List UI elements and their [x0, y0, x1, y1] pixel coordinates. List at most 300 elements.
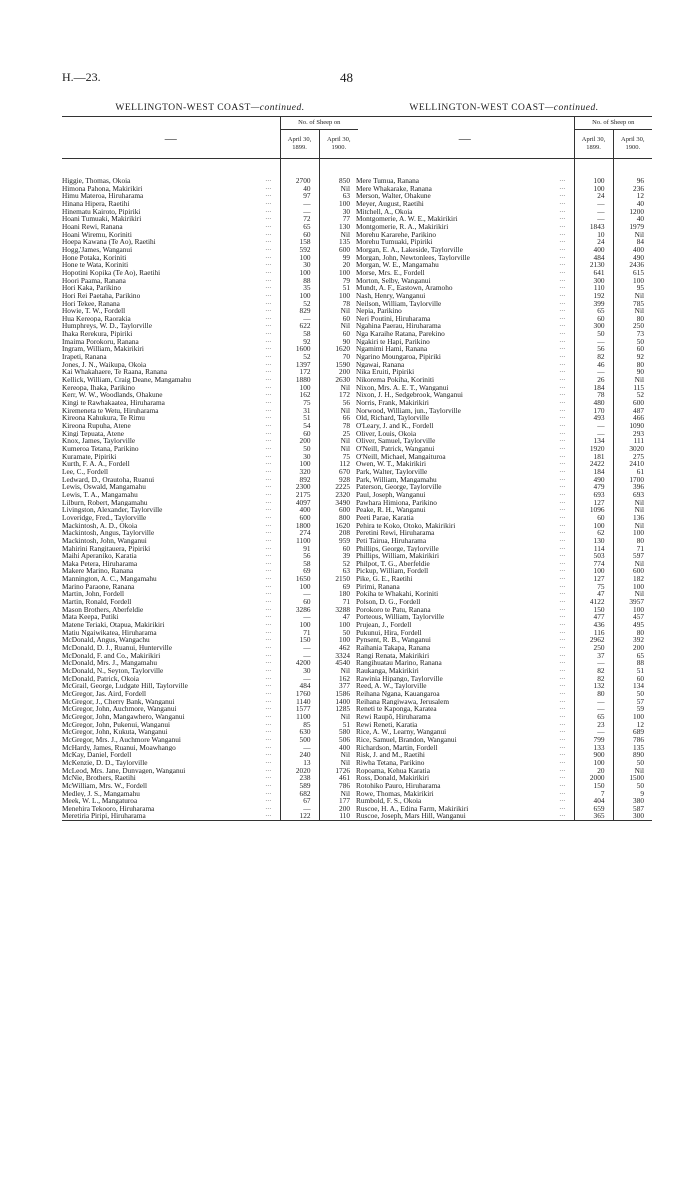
table-row	[62, 407, 358, 415]
leader-dots: ...	[559, 758, 566, 765]
sheep-1899-cell: 47	[574, 590, 613, 598]
leader-dots: ...	[559, 391, 566, 398]
sheep-1899-cell: 85	[280, 721, 319, 729]
owner-cell	[356, 238, 574, 246]
owner-cell	[62, 675, 280, 683]
owner-cell	[356, 483, 574, 491]
sheep-1899-cell: 500	[280, 736, 319, 744]
owner-cell	[62, 300, 280, 308]
owner-cell	[356, 736, 574, 744]
sheep-1900-cell: 71	[636, 544, 644, 553]
owner-name: Lilburn, Robert, Mangamahu	[62, 498, 148, 507]
table-row	[356, 790, 652, 798]
owner-name: Raihania Takapa, Ranana	[356, 644, 431, 652]
owner-cell	[62, 223, 280, 231]
sheep-1899-cell: —	[574, 338, 613, 346]
sheep-1899-cell: 82	[574, 667, 613, 675]
owner-cell	[356, 284, 574, 292]
leader-dots: ...	[559, 253, 566, 260]
owner-cell	[356, 529, 574, 537]
owner-name: Mere Tumua, Ranana	[356, 177, 420, 185]
owner-name: Rawinia Hipango, Taylorville	[356, 674, 443, 683]
leader-dots: ...	[559, 498, 566, 505]
table-row	[356, 759, 652, 767]
leader-dots: ...	[559, 376, 566, 383]
owner-name: McDonald, Angus, Wangachu	[62, 636, 150, 645]
owner-cell	[62, 774, 280, 782]
sheep-1899-cell: 181	[574, 453, 613, 461]
owner-name: Kuramate, Pipiriki	[62, 452, 117, 461]
owner-cell	[356, 414, 574, 422]
owner-name: Kurth, F. A. A., Fordell	[62, 460, 130, 468]
sheep-1900-cell: Nil	[340, 383, 350, 392]
sheep-1900-cell: 2410	[629, 460, 644, 468]
sheep-1900-cell: 693	[633, 490, 644, 499]
table-row	[62, 200, 358, 208]
table-row	[356, 598, 652, 606]
sheep-1900-cell: 12	[636, 720, 644, 729]
owner-cell	[62, 453, 280, 461]
owner-cell	[62, 621, 280, 629]
owner-cell	[356, 246, 574, 254]
sheep-1900-cell: 200	[633, 644, 644, 652]
sheep-1899-cell: 60	[280, 231, 319, 239]
owner-name: Nash, Henry, Wanganui	[356, 291, 426, 300]
sheep-1900-cell: 115	[633, 383, 644, 392]
owner-cell	[356, 782, 574, 790]
owner-name: Himu Materoa, Hiruharama	[62, 192, 144, 200]
sheep-1899-cell: —	[280, 744, 319, 752]
sheep-1899-cell: 100	[280, 292, 319, 300]
table-row	[62, 361, 358, 369]
owner-name: Rowe, Thomas, Makirikiri	[356, 789, 434, 798]
owner-cell	[62, 659, 280, 667]
sheep-1900-cell: 462	[339, 644, 350, 652]
owner-cell	[62, 736, 280, 744]
sheep-1899-cell: 100	[574, 759, 613, 767]
sheep-1900-cell: 3324	[335, 651, 350, 660]
owner-name: Philpot, T. G., Aberfeldie	[356, 559, 430, 568]
owner-name: Hoori Paama, Ranana	[62, 276, 126, 285]
sheep-1899-cell: 100	[574, 159, 613, 185]
table-row	[62, 437, 358, 445]
leader-dots: ...	[559, 299, 566, 306]
leader-dots: ...	[265, 797, 272, 804]
table-row	[62, 522, 358, 530]
owner-name: Ngakiri te Hapi, Parikino	[356, 337, 430, 346]
leader-dots: ...	[265, 659, 272, 666]
sheep-1899-cell: 92	[280, 338, 319, 346]
name-column-header: —	[62, 117, 280, 159]
sheep-1899-cell: 480	[574, 399, 613, 407]
sheep-1899-cell: 60	[280, 598, 319, 606]
sheep-1899-cell: 589	[280, 782, 319, 790]
leader-dots: ...	[265, 230, 272, 237]
sheep-1900-cell: 2320	[335, 490, 350, 499]
leader-dots: ...	[265, 307, 272, 314]
leader-dots: ...	[265, 774, 272, 781]
sheep-1899-cell: 75	[574, 583, 613, 591]
sheep-1899-cell: 774	[574, 560, 613, 568]
sheep-1900-cell: 380	[633, 797, 644, 805]
sheep-1900-cell: 615	[633, 268, 644, 277]
sheep-1900-cell: 177	[339, 797, 350, 805]
sheep-1900-cell: 70	[342, 353, 350, 361]
sheep-1900-cell: 180	[339, 590, 350, 599]
leader-dots: ...	[559, 582, 566, 589]
leader-dots: ...	[265, 712, 272, 719]
sheep-1900-cell: Nil	[340, 667, 350, 675]
table-row	[62, 499, 358, 507]
leader-dots: ...	[265, 299, 272, 306]
owner-cell	[62, 567, 280, 575]
sheep-1899-cell: 100	[280, 269, 319, 277]
owner-name: Nikorema Pokiha, Koriniti	[356, 376, 435, 384]
owner-name: McLeod, Mrs. Jane, Dunvagen, Wanganui	[62, 766, 186, 775]
sheep-1900-cell: 79	[342, 276, 350, 285]
sheep-1900-cell: Nil	[634, 230, 644, 239]
owner-name: Porokoro te Patu, Ranana	[356, 605, 431, 614]
sheep-1900-cell: 506	[339, 735, 350, 744]
table-row	[62, 399, 358, 407]
owner-name: Pynsent, R. B., Wanganui	[356, 636, 431, 645]
table-row	[62, 185, 358, 193]
sheep-1899-cell: —	[280, 200, 319, 208]
sheep-1899-cell: 72	[280, 215, 319, 223]
owner-cell	[356, 759, 574, 767]
table-row	[356, 690, 652, 698]
sheep-1900-cell: 162	[339, 674, 350, 683]
sheep-1899-cell: 37	[574, 652, 613, 660]
owner-name: Kereopa, Ihaka, Parikino	[62, 383, 135, 392]
sheep-1899-cell: 158	[280, 238, 319, 246]
table-row	[356, 652, 652, 660]
leader-dots: ...	[559, 199, 566, 206]
sheep-1899-cell: 100	[574, 567, 613, 575]
sheep-1899-cell: 493	[574, 414, 613, 422]
sheep-1899-cell: 404	[574, 797, 613, 805]
owner-cell	[356, 590, 574, 598]
table-row	[62, 514, 358, 522]
owner-name: Morgan, John, Newtonlees, Taylorville	[356, 253, 470, 262]
sheep-1899-cell: —	[574, 698, 613, 706]
owner-name: Higgie, Thomas, Okoia	[62, 177, 131, 185]
leader-dots: ...	[559, 766, 566, 773]
owner-name: Kumeroa Tetana, Parikino	[62, 444, 139, 453]
owner-name: McDonald, Mrs. J., Mangamahu	[62, 659, 158, 667]
sheep-1900-cell: 65	[636, 651, 644, 660]
sheep-1900-cell: Nil	[634, 291, 644, 300]
table-row	[356, 805, 652, 813]
sheep-1900-cell: 60	[636, 345, 644, 354]
owner-name: Martin, John, Fordell	[62, 590, 125, 599]
owner-name: McHardy, James, Ruanui, Moawhango	[62, 743, 176, 752]
owner-cell	[356, 368, 574, 376]
sheep-1900-cell: 4540	[335, 659, 350, 667]
leader-dots: ...	[265, 667, 272, 673]
owner-name: McDonald, Patrick, Okoia	[62, 674, 140, 683]
owner-cell	[356, 522, 574, 530]
leader-dots: ...	[265, 758, 272, 765]
owner-name: Nga Karaihe Ratana, Parekino	[356, 330, 445, 338]
leader-dots: ...	[265, 284, 272, 291]
table-row	[62, 315, 358, 323]
table-row	[62, 575, 358, 583]
leader-dots: ...	[265, 651, 272, 658]
owner-name: Morehu Tumuaki, Pipiriki	[356, 238, 433, 246]
owner-cell	[62, 254, 280, 262]
sheep-1900-cell: 1500	[629, 774, 644, 782]
leader-dots: ...	[265, 399, 272, 406]
table-row	[62, 537, 358, 545]
sheep-1900-cell: Nil	[340, 444, 350, 453]
owner-name: McGregor, Mrs. J., Auchmore Wanganui	[62, 735, 181, 744]
table-row	[356, 782, 652, 790]
owner-name: Rice, Samuel, Brandon, Wanganui	[356, 735, 457, 744]
sheep-1899-cell: 1843	[574, 223, 613, 231]
owner-name: Ngarino Moungaroa, Pipiriki	[356, 353, 441, 361]
leader-dots: ...	[559, 222, 566, 229]
table-row	[62, 384, 358, 392]
sheep-1900-cell: 100	[339, 268, 350, 277]
date-1899-header: April 30, 1899.	[574, 130, 613, 159]
leader-dots: ...	[265, 276, 272, 283]
owner-name: Old, Richard, Taylorville	[356, 414, 430, 422]
owner-name: Nika Eruiti, Pipiriki	[356, 368, 415, 377]
sheep-1899-cell: 69	[280, 567, 319, 575]
leader-dots: ...	[559, 406, 566, 413]
owner-cell	[62, 437, 280, 445]
owner-name: Richardson, Martin, Fordell	[356, 743, 438, 752]
owner-cell	[62, 790, 280, 798]
sheep-1900-cell: 236	[633, 184, 644, 193]
sheep-1899-cell: 26	[574, 376, 613, 384]
leader-dots: ...	[559, 429, 566, 436]
leader-dots: ...	[559, 613, 566, 620]
owner-name: Hori Kaka, Parikino	[62, 284, 121, 292]
name-column-header: —	[356, 117, 574, 159]
leader-dots: ...	[559, 812, 566, 819]
owner-name: Mason Brothers, Aberfeldie	[62, 605, 144, 614]
owner-cell	[62, 361, 280, 369]
sheep-1900-cell: 77	[342, 215, 350, 223]
sheep-1899-cell: 829	[280, 307, 319, 315]
owner-name: Paterson, George, Taylorville	[356, 483, 442, 491]
leader-dots: ...	[265, 751, 272, 758]
sheep-1900-cell: 112	[339, 460, 350, 468]
sheep-1900-cell: 52	[342, 559, 350, 568]
leader-dots: ...	[559, 230, 566, 237]
table-row	[62, 261, 358, 269]
sheep-1900-cell: 1979	[629, 222, 644, 231]
sheep-1899-cell: 46	[574, 361, 613, 369]
owner-cell	[356, 621, 574, 629]
owner-name: Porteous, William, Taylorville	[356, 613, 445, 622]
owner-name: Hoepa Kawana (Te Ao), Raetihi	[62, 238, 156, 246]
table-row	[356, 468, 652, 476]
owner-cell	[356, 307, 574, 315]
sheep-1899-cell: 127	[574, 499, 613, 507]
leader-dots: ...	[265, 330, 272, 337]
table-row	[62, 728, 358, 736]
sheep-1899-cell: 51	[280, 414, 319, 422]
sheep-1899-cell: 132	[574, 682, 613, 690]
owner-name: Morehu Kararehe, Parikino	[356, 230, 437, 239]
sheep-1899-cell: 1096	[574, 506, 613, 514]
sheep-1899-cell: 4200	[280, 659, 319, 667]
sheep-1899-cell: —	[280, 590, 319, 598]
leader-dots: ...	[559, 360, 566, 367]
sheep-1900-cell: 135	[339, 238, 350, 246]
sheep-returns-table-left	[62, 116, 358, 821]
table-row	[62, 590, 358, 598]
sheep-1899-cell: —	[280, 644, 319, 652]
sheep-1900-cell: 92	[636, 353, 644, 361]
sheep-1900-cell: Nil	[340, 230, 350, 239]
sheep-1900-cell: 20	[342, 261, 350, 269]
sheep-1900-cell: 47	[342, 613, 350, 622]
sheep-1899-cell: 150	[280, 636, 319, 644]
table-row	[62, 621, 358, 629]
owner-cell	[62, 522, 280, 530]
leader-dots: ...	[559, 697, 566, 704]
owner-name: Hogg,'James, Wanganui	[62, 245, 133, 254]
table-row	[62, 774, 358, 782]
owner-cell	[356, 606, 574, 614]
table-row	[62, 690, 358, 698]
sheep-1899-cell: 200	[280, 437, 319, 445]
table-row	[62, 376, 358, 384]
owner-name: Maka Petera, Hiruharama	[62, 559, 138, 568]
sheep-1900-cell: 1620	[335, 345, 350, 354]
sheep-1899-cell: 1100	[280, 713, 319, 721]
table-row	[62, 345, 358, 353]
sheep-1900-cell: 39	[342, 552, 350, 560]
owner-name: Marino Paraone, Ranana	[62, 582, 135, 591]
owner-cell	[356, 805, 574, 813]
owner-name: Hori Rei Paetaha, Parikino	[62, 291, 141, 300]
table-row	[62, 560, 358, 568]
sheep-1900-cell: 3288	[335, 605, 350, 614]
sheep-1900-cell: 850	[339, 176, 350, 185]
owner-name: O'Neill, Michael, Mangaituroa	[356, 452, 446, 461]
leader-dots: ...	[265, 789, 272, 796]
owner-name: Norris, Frank, Makirikiri	[356, 399, 429, 407]
sheep-1899-cell: 10	[574, 231, 613, 239]
owner-name: McDonald, N., Seyton, Taylorville	[62, 667, 164, 675]
owner-cell	[62, 476, 280, 484]
sheep-1900-cell: 457	[633, 613, 644, 622]
sheep-1900-cell: 80	[636, 628, 644, 637]
owner-name: Irapeti, Ranana	[62, 353, 107, 361]
sheep-1900-cell: 1285	[335, 705, 350, 713]
owner-name: Montgomerie, A. W. E., Makirikiri	[356, 215, 458, 223]
table-row	[356, 223, 652, 231]
owner-cell	[62, 330, 280, 338]
sheep-1899-cell: 50	[574, 330, 613, 338]
leader-dots: ...	[265, 391, 272, 398]
owner-name: Mannington, A. C., Mangamahu	[62, 575, 157, 583]
leader-dots: ...	[265, 513, 272, 520]
table-row	[356, 430, 652, 438]
sheep-1900-cell: 60	[342, 314, 350, 323]
owner-name: Reihana Ngana, Kauangaroa	[356, 689, 440, 698]
table-row	[356, 774, 652, 782]
sheep-1900-cell: 200	[339, 368, 350, 377]
sheep-1899-cell: 150	[574, 606, 613, 614]
table-row	[62, 629, 358, 637]
sheep-1900-cell: Nil	[340, 406, 350, 415]
owner-name: Oliver, Louis, Okoia	[356, 429, 417, 438]
sheep-1900-cell: 2225	[335, 483, 350, 491]
table-row	[356, 185, 652, 193]
leader-dots: ...	[265, 268, 272, 275]
leader-dots: ...	[265, 521, 272, 528]
owner-name: McGregor, John, Auchmore, Wanganui	[62, 705, 177, 713]
owner-cell	[356, 744, 574, 752]
leader-dots: ...	[559, 322, 566, 329]
owner-cell	[62, 682, 280, 690]
leader-dots: ...	[559, 728, 566, 735]
sheep-1900-cell: 60	[342, 330, 350, 338]
sheep-1900-cell: 110	[319, 812, 358, 820]
table-row	[356, 159, 652, 185]
sheep-1900-cell: Nil	[634, 376, 644, 384]
section-title-suffix: —continued.	[544, 103, 599, 113]
owner-name: McWilliam, Mrs. W., Fordell	[62, 781, 148, 790]
sheep-1900-cell: 1200	[629, 207, 644, 216]
table-row	[62, 782, 358, 790]
leader-dots: ...	[559, 238, 566, 245]
table-row	[356, 453, 652, 461]
sheep-1899-cell: 150	[574, 782, 613, 790]
leader-dots: ...	[559, 345, 566, 352]
owner-cell	[356, 231, 574, 239]
leader-dots: ...	[265, 192, 272, 199]
table-row	[356, 705, 652, 713]
sheep-1899-cell: 75	[280, 399, 319, 407]
owner-cell	[62, 159, 280, 185]
sheep-1900-cell: 50	[636, 758, 644, 767]
owner-cell	[62, 767, 280, 775]
sheep-1900-cell: 88	[636, 659, 644, 667]
leader-dots: ...	[265, 636, 272, 643]
owner-name: Meyer, August, Raetihi	[356, 199, 424, 208]
leader-dots: ...	[265, 582, 272, 589]
table-row	[62, 667, 358, 675]
sheep-returns-table-right	[356, 116, 652, 821]
owner-cell	[62, 491, 280, 499]
owner-cell	[62, 598, 280, 606]
owner-name: Kiremeneta te Wetu, Hiruharama	[62, 406, 159, 415]
sheep-1899-cell: 238	[280, 774, 319, 782]
leader-dots: ...	[559, 689, 566, 696]
owner-cell	[62, 468, 280, 476]
table-row	[356, 376, 652, 384]
table-row	[356, 721, 652, 729]
sheep-1900-cell: Nil	[634, 590, 644, 599]
sheep-1900-cell: Nil	[340, 322, 350, 331]
sheep-1900-cell: Nil	[634, 559, 644, 568]
sheep-1899-cell: —	[574, 215, 613, 223]
owner-cell	[62, 376, 280, 384]
owner-cell	[356, 476, 574, 484]
sheep-1899-cell: 23	[574, 721, 613, 729]
leader-dots: ...	[559, 276, 566, 283]
owner-name: Peeti Parae, Karatia	[356, 513, 414, 522]
sheep-1899-cell: 60	[574, 315, 613, 323]
owner-name: McGrail, George, Ludgate Hill, Taylorville	[62, 682, 188, 690]
